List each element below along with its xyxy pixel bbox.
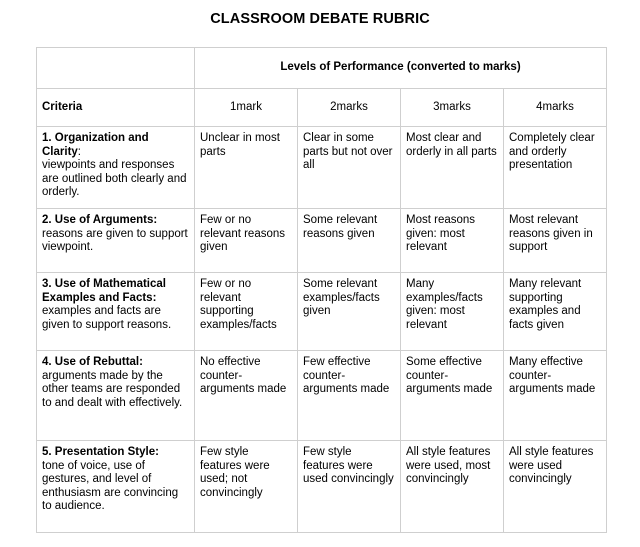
- level-cell: Most clear and orderly in all parts: [401, 127, 504, 209]
- table-row: [37, 209, 607, 273]
- mark-header-3: 3marks: [401, 89, 504, 127]
- level-cell: Some relevant examples/facts given: [298, 273, 401, 351]
- level-cell: Many relevant supporting examples and facts given: [504, 273, 607, 351]
- level-cell: Some relevant reasons given: [298, 209, 401, 273]
- criterion-suffix: :: [77, 145, 81, 158]
- criterion-description: reasons are given to support viewpoint.: [42, 227, 188, 253]
- criterion-cell: [37, 351, 195, 441]
- level-cell: Completely clear and orderly presentation: [504, 127, 607, 209]
- level-cell: Few or no relevant reasons given: [195, 209, 298, 273]
- criterion-cell: [37, 127, 195, 209]
- mark-header-2: 2marks: [298, 89, 401, 127]
- criteria-header: Criteria: [37, 89, 195, 127]
- level-cell: No effective counter-arguments made: [195, 351, 298, 441]
- blank-corner-cell: [37, 48, 195, 89]
- level-cell: Few style features were used convincingly: [298, 441, 401, 533]
- level-cell: Unclear in most parts: [195, 127, 298, 209]
- page-title: CLASSROOM DEBATE RUBRIC: [210, 11, 430, 27]
- level-cell: Clear in some parts but not over all: [298, 127, 401, 209]
- table-row: [37, 127, 607, 209]
- level-cell: Most relevant reasons given in support: [504, 209, 607, 273]
- mark-header-4: 4marks: [504, 89, 607, 127]
- criterion-title: 4. Use of Rebuttal:: [42, 356, 143, 368]
- level-cell: Some effective counter-arguments made: [401, 351, 504, 441]
- criterion-cell: [37, 209, 195, 273]
- level-cell: All style features were used convincingly: [504, 441, 607, 533]
- levels-header: Levels of Performance (converted to marks): [195, 48, 607, 89]
- criterion-description: arguments made by the other teams are responded to and dealt with effectively.: [42, 369, 183, 409]
- level-cell: Few or no relevant supporting examples/facts: [195, 273, 298, 351]
- level-cell: Many examples/facts given: most relevant: [401, 273, 504, 351]
- level-cell: All style features were used, most convincingly: [401, 441, 504, 533]
- level-cell: Few effective counter-arguments made: [298, 351, 401, 441]
- levels-row: [37, 48, 607, 89]
- table-row: [37, 273, 607, 351]
- level-cell: Most reasons given: most relevant: [401, 209, 504, 273]
- mark-header-1: 1mark: [195, 89, 298, 127]
- criterion-description: examples and facts are given to support reasons.: [42, 305, 172, 331]
- rubric-table: [36, 47, 607, 533]
- criterion-cell: [37, 273, 195, 351]
- level-cell: Few style features were used; not convincingly: [195, 441, 298, 533]
- criterion-title: 3. Use of Mathematical Examples and Facts:: [42, 278, 166, 304]
- criterion-title: 2. Use of Arguments:: [42, 214, 158, 226]
- criterion-description: tone of voice, use of gestures, and level of enthusiasm are convincing to audience.: [42, 459, 179, 512]
- level-cell: Many effective counter-arguments made: [504, 351, 607, 441]
- criterion-cell: [37, 441, 195, 533]
- table-row: [37, 441, 607, 533]
- header-row: [37, 89, 607, 127]
- criterion-title: 5. Presentation Style:: [42, 446, 159, 458]
- table-row: [37, 351, 607, 441]
- criterion-title: 1. Organization and Clarity: [42, 132, 149, 158]
- criterion-description: viewpoints and responses are outlined both clearly and orderly.: [42, 159, 187, 198]
